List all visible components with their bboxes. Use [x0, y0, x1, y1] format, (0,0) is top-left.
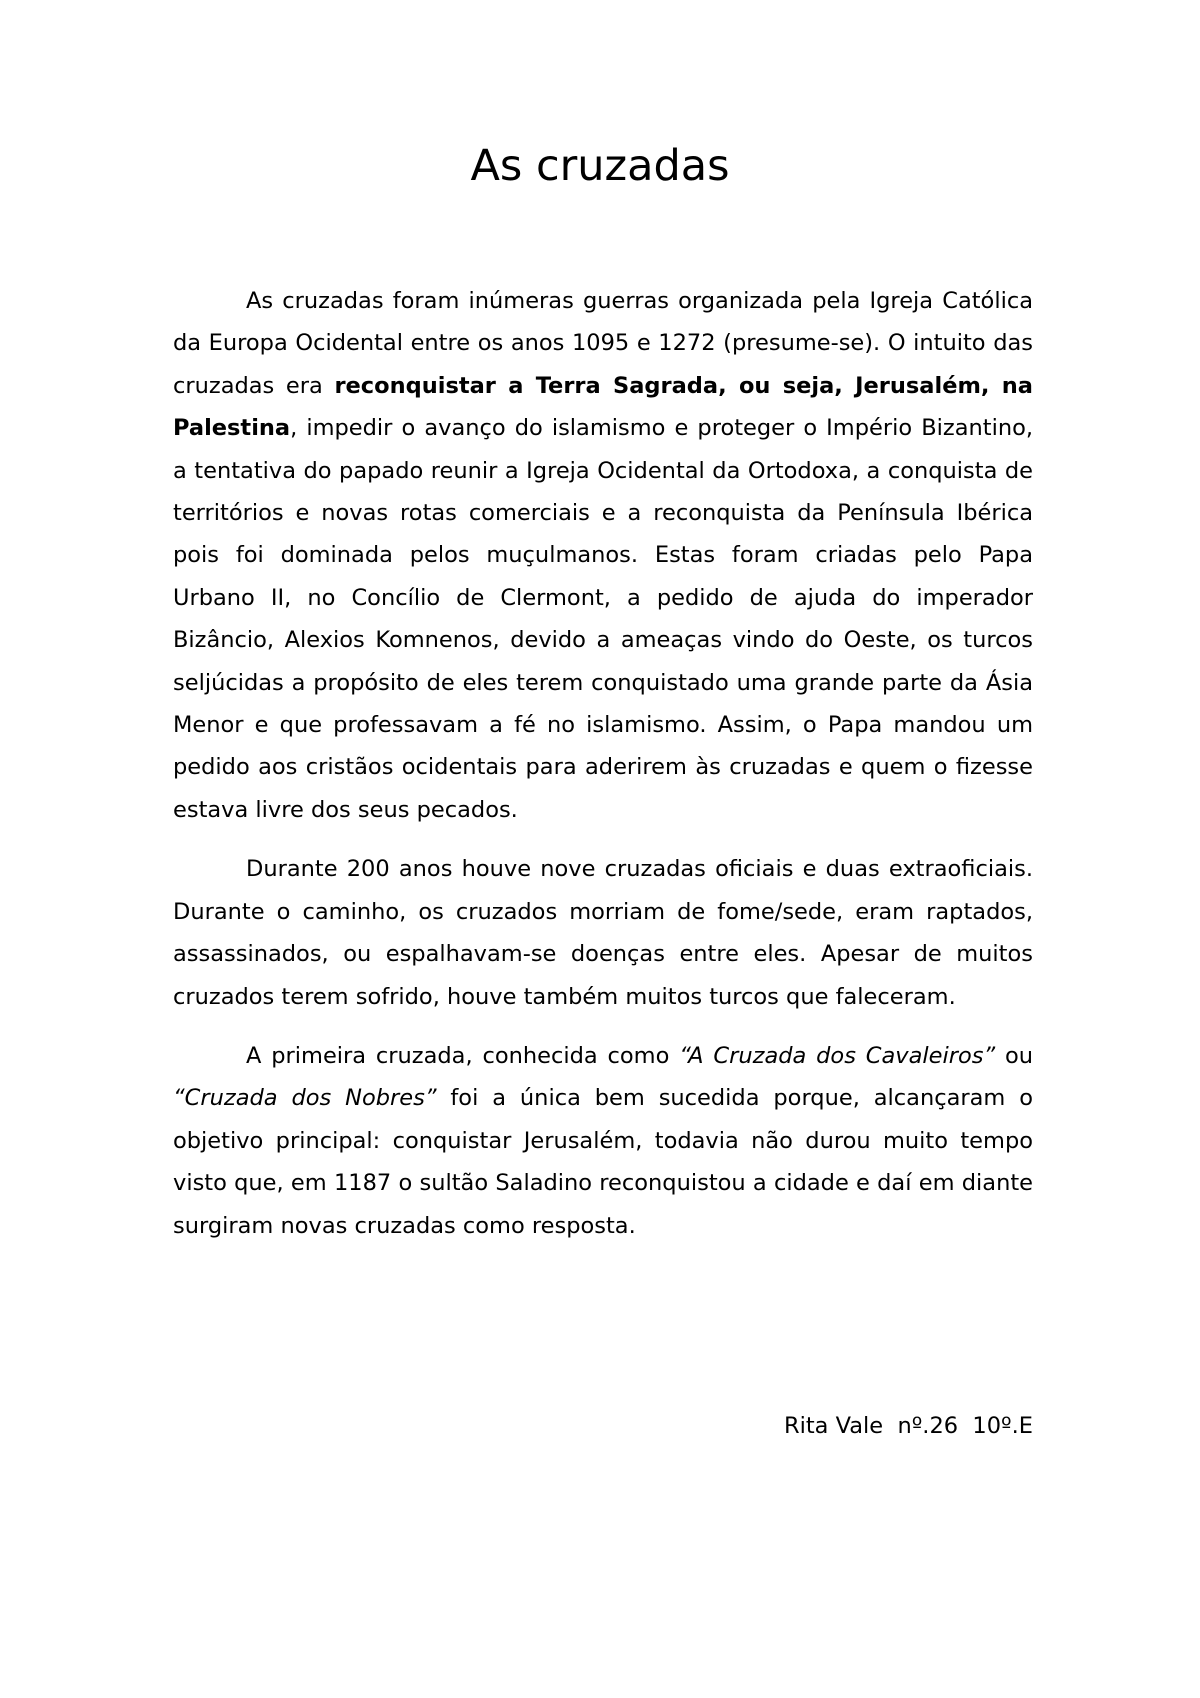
body-paragraph: [173, 280, 1033, 831]
paragraph-text: foi a única bem sucedida porque, alcançaram o objetivo principal: conquistar Jerusalém, todavia não durou muito tempo visto que, em 1187 o sultão Saladino reconquistou a cidade e daí em diante surgiram novas cruzadas como resposta.: [173, 1085, 1033, 1239]
paragraph-text: Durante 200 anos houve nove cruzadas oficiais e duas extraoficiais. Durante o caminho, os cruzados morriam de fome/sede, eram raptados, assassinados, ou espalhavam-se doenças entre eles. Apesar de muitos cruzados terem sofrido, houve também muitos turcos que faleceram.: [173, 856, 1033, 1010]
document-body: [173, 280, 1033, 1264]
paragraph-text: A primeira cruzada, conhecida como: [246, 1042, 680, 1069]
italic-text: “Cruzada dos Nobres”: [173, 1085, 437, 1112]
bold-text: reconquistar a Terra Sagrada, ou seja, Jerusalém, na Palestina: [173, 372, 1033, 442]
paragraph-text: ou: [995, 1042, 1033, 1069]
body-paragraph: [173, 1035, 1033, 1247]
author-signature: Rita Vale nº.26 10º.E: [783, 1413, 1033, 1439]
italic-text: “A Cruzada dos Cavaleiros”: [679, 1042, 996, 1069]
body-paragraph: [173, 848, 1033, 1018]
paragraph-text: , impedir o avanço do islamismo e proteger o Império Bizantino, a tentativa do papado reunir a Igreja Ocidental da Ortodoxa, a conquista de territórios e novas rotas comerciais e a reconquista da Península Ibérica pois foi dominada pelos muçulmanos. Estas foram criadas pelo Papa Urbano II, no Concílio de Clermont, a pedido de ajuda do imperador Bizâncio, Alexios Komnenos, devido a ameaças vindo do Oeste, os turcos seljúcidas a propósito de eles terem conquistado uma grande parte da Ásia Menor e que professavam a fé no islamismo. Assim, o Papa mandou um pedido aos cristãos ocidentais para aderirem às cruzadas e quem o fizesse estava livre dos seus pecados.: [173, 415, 1033, 823]
document-title: As cruzadas: [470, 141, 730, 191]
paragraph-text: As cruzadas foram inúmeras guerras organizada pela Igreja Católica da Europa Ocidental entre os anos 1095 e 1272 (presume-se). O intuito das cruzadas era: [173, 288, 1033, 399]
